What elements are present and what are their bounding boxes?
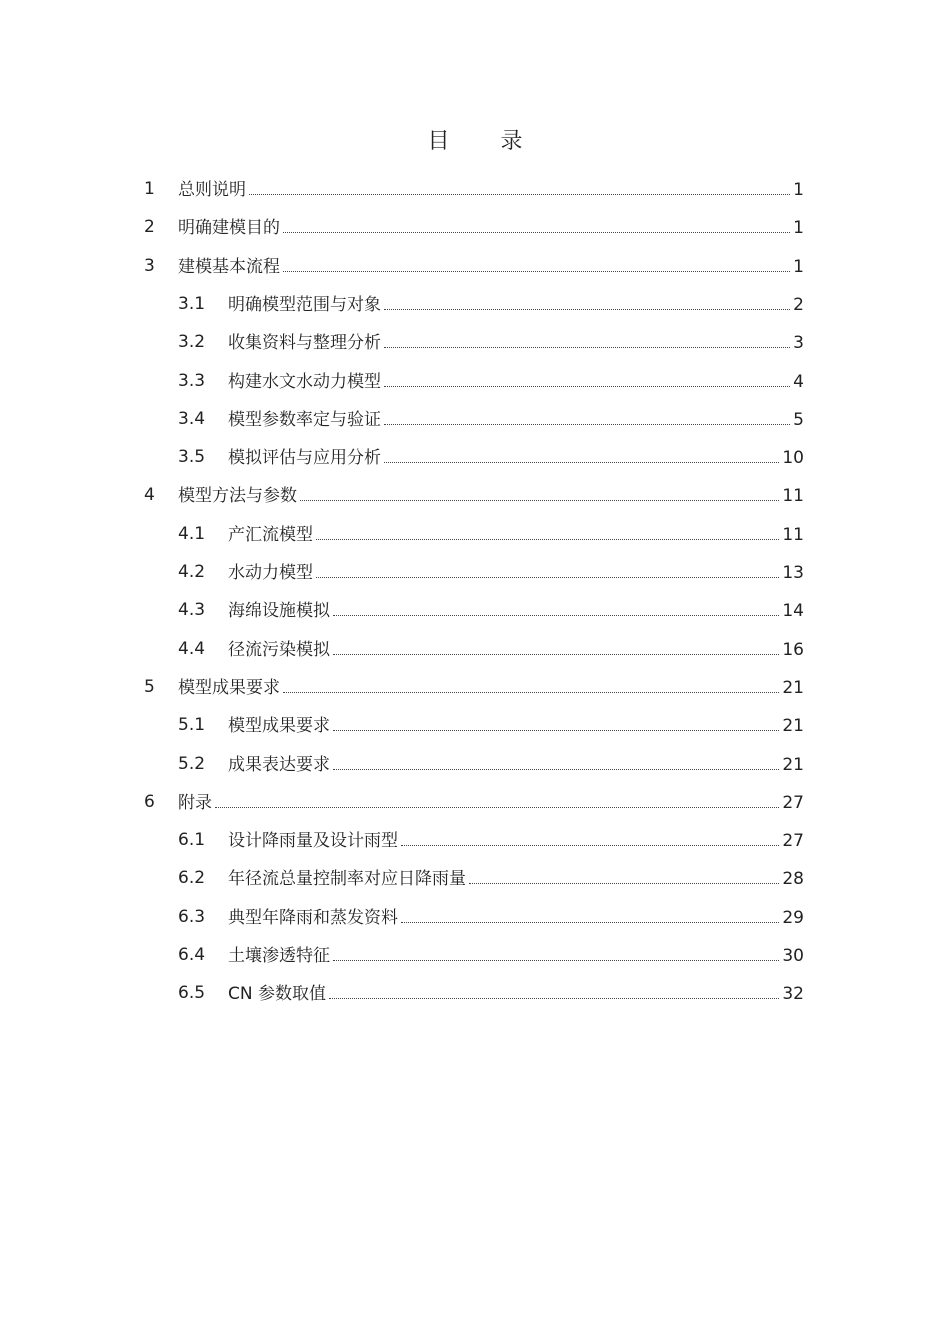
toc-entry-number: 4.4 <box>178 638 206 659</box>
toc-dot-leader <box>401 821 779 846</box>
toc-dot-leader <box>316 553 779 578</box>
toc-entry[interactable] <box>0 706 950 744</box>
toc-entry-title: 产汇流模型 <box>228 516 313 554</box>
toc-entry[interactable] <box>0 630 950 668</box>
toc-entry[interactable] <box>0 553 950 591</box>
toc-entry[interactable] <box>0 859 950 897</box>
toc-dot-leader <box>329 974 779 999</box>
toc-entry-number: 4.2 <box>178 562 206 582</box>
toc-entry-number: 3.4 <box>178 408 206 429</box>
toc-entry[interactable] <box>0 591 950 629</box>
toc-dot-leader <box>469 859 779 884</box>
toc-entry-page: 1 <box>793 218 804 239</box>
toc-entry-title: 海绵设施模拟 <box>228 592 330 630</box>
toc-entry-line <box>228 898 804 936</box>
toc-entry[interactable] <box>0 170 950 208</box>
toc-dot-leader <box>333 936 779 961</box>
toc-entry-title: 典型年降雨和蒸发资料 <box>228 899 398 937</box>
toc-entry-title: 构建水文水动力模型 <box>228 363 381 401</box>
toc-entry-number: 3.5 <box>178 447 206 468</box>
toc-entry-number: 6.4 <box>178 945 206 965</box>
toc-entry-page: 21 <box>782 716 804 737</box>
toc-entry[interactable] <box>0 783 950 821</box>
toc-entry-page: 29 <box>782 907 804 928</box>
toc-entry[interactable] <box>0 247 950 285</box>
toc-entry-line <box>228 591 804 629</box>
toc-entry-number: 5 <box>144 676 155 697</box>
toc-entry-line <box>178 247 804 285</box>
toc-entry[interactable] <box>0 936 950 974</box>
toc-entry-number: 4.1 <box>178 523 206 544</box>
toc-entry-page: 14 <box>782 601 804 622</box>
toc-entry-title: 收集资料与整理分析 <box>228 324 381 362</box>
toc-dot-leader <box>215 783 779 808</box>
toc-entry[interactable] <box>0 285 950 323</box>
toc-entry-page: 10 <box>782 448 804 469</box>
toc-entry-number: 3.2 <box>178 332 206 353</box>
toc-entry-line <box>178 668 804 706</box>
toc-entry-number: 6.1 <box>178 830 206 851</box>
toc-entry-number: 6.5 <box>178 983 206 1004</box>
toc-entry-page: 4 <box>793 371 804 392</box>
toc-entry-line <box>228 323 804 361</box>
toc-dot-leader <box>283 247 790 272</box>
toc-entry-number: 2 <box>144 217 155 238</box>
toc-entry[interactable] <box>0 476 950 514</box>
toc-entry-title: 模型方法与参数 <box>178 477 297 515</box>
toc-dot-leader <box>300 476 779 501</box>
toc-entry-page: 11 <box>782 486 804 507</box>
toc-entry-page: 30 <box>782 946 804 966</box>
toc-entry-title: 模型参数率定与验证 <box>228 401 381 439</box>
toc-entry-title: CN 参数取值 <box>228 975 326 1013</box>
toc-entry[interactable] <box>0 362 950 400</box>
toc-dot-leader <box>333 706 779 731</box>
toc-entry-title: 附录 <box>178 784 212 822</box>
toc-entry-line <box>228 362 804 400</box>
toc-entry-line <box>228 438 804 476</box>
toc-entry[interactable] <box>0 745 950 783</box>
toc-entry-title: 设计降雨量及设计雨型 <box>228 822 398 860</box>
toc-entry[interactable] <box>0 323 950 361</box>
toc-entry-number: 4 <box>144 485 155 506</box>
toc-entry-line <box>228 400 804 438</box>
toc-entry-page: 21 <box>782 754 804 775</box>
toc-entry-page: 1 <box>793 180 804 200</box>
toc-dot-leader <box>283 208 790 233</box>
toc-entry-page: 2 <box>793 294 804 315</box>
toc-entry[interactable] <box>0 438 950 476</box>
toc-entry-number: 5.1 <box>178 715 206 736</box>
toc-entry[interactable] <box>0 400 950 438</box>
toc-entry-page: 28 <box>782 869 804 890</box>
toc-entry-line <box>228 706 804 744</box>
toc-entry-title: 成果表达要求 <box>228 746 330 784</box>
toc-dot-leader <box>316 515 779 540</box>
toc-entry-line <box>228 745 804 783</box>
toc-entry-title: 模型成果要求 <box>178 669 280 707</box>
toc-dot-leader <box>401 898 779 923</box>
toc-entry-title: 水动力模型 <box>228 554 313 592</box>
toc-entry-page: 3 <box>793 333 804 354</box>
toc-dot-leader <box>384 285 790 310</box>
toc-entry-page: 21 <box>782 677 804 698</box>
toc-entry-number: 5.2 <box>178 753 206 774</box>
toc-dot-leader <box>283 668 779 693</box>
toc-dot-leader <box>333 745 779 770</box>
toc-title: 目 录 <box>427 129 545 154</box>
toc-entry-number: 3.3 <box>178 370 206 391</box>
toc-entry-number: 6 <box>144 791 155 812</box>
toc-dot-leader <box>384 400 790 425</box>
toc-entry-line <box>228 821 804 859</box>
toc-entry-page: 16 <box>782 639 804 660</box>
toc-entry-line <box>228 974 804 1012</box>
toc-entry-page: 5 <box>793 409 804 430</box>
toc-entry-title: 明确模型范围与对象 <box>228 286 381 324</box>
toc-entry-number: 6.3 <box>178 906 206 927</box>
toc-entry-page: 11 <box>782 524 804 545</box>
toc-entry-line <box>228 515 804 553</box>
toc-entry[interactable] <box>0 974 950 1012</box>
toc-entry-page: 1 <box>793 256 804 277</box>
toc-entry-number: 6.2 <box>178 868 206 889</box>
toc-entry-line <box>228 285 804 323</box>
toc-entry[interactable] <box>0 898 950 936</box>
toc-entry-line <box>228 630 804 668</box>
toc-entry[interactable] <box>0 515 950 553</box>
toc-entry-number: 3 <box>144 255 155 276</box>
toc-entry-number: 1 <box>144 179 155 199</box>
toc-entry-page: 27 <box>782 792 804 813</box>
toc-entry-title: 模型成果要求 <box>228 707 330 745</box>
toc-dot-leader <box>384 323 790 348</box>
toc-dot-leader <box>384 362 790 387</box>
toc-entry-title: 总则说明 <box>178 171 246 209</box>
toc-dot-leader <box>333 630 779 655</box>
toc-entry-title: 建模基本流程 <box>178 248 280 286</box>
toc-entry-title: 土壤渗透特征 <box>228 937 330 975</box>
toc-entry-number: 3.1 <box>178 293 206 314</box>
toc-dot-leader <box>384 438 779 463</box>
toc-dot-leader <box>249 170 790 195</box>
toc-entry[interactable] <box>0 208 950 246</box>
toc-entry-line <box>178 783 804 821</box>
toc-entry-title: 明确建模目的 <box>178 209 280 247</box>
toc-entry-number: 4.3 <box>178 600 206 621</box>
toc-entry-page: 27 <box>782 831 804 852</box>
toc-entry-page: 13 <box>782 563 804 583</box>
toc-entry-title: 径流污染模拟 <box>228 631 330 669</box>
toc-entry[interactable] <box>0 821 950 859</box>
toc-dot-leader <box>333 591 779 616</box>
toc-entry-title: 模拟评估与应用分析 <box>228 439 381 477</box>
toc-entry-title: 年径流总量控制率对应日降雨量 <box>228 860 466 898</box>
toc-entry-page: 32 <box>782 984 804 1005</box>
toc-entry-line <box>178 170 804 208</box>
toc-entry-line <box>178 208 804 246</box>
toc-entry-line <box>228 859 804 897</box>
toc-entry[interactable] <box>0 668 950 706</box>
toc-entry-line <box>228 936 804 974</box>
toc-entry-line <box>178 476 804 514</box>
toc-entry-line <box>228 553 804 591</box>
